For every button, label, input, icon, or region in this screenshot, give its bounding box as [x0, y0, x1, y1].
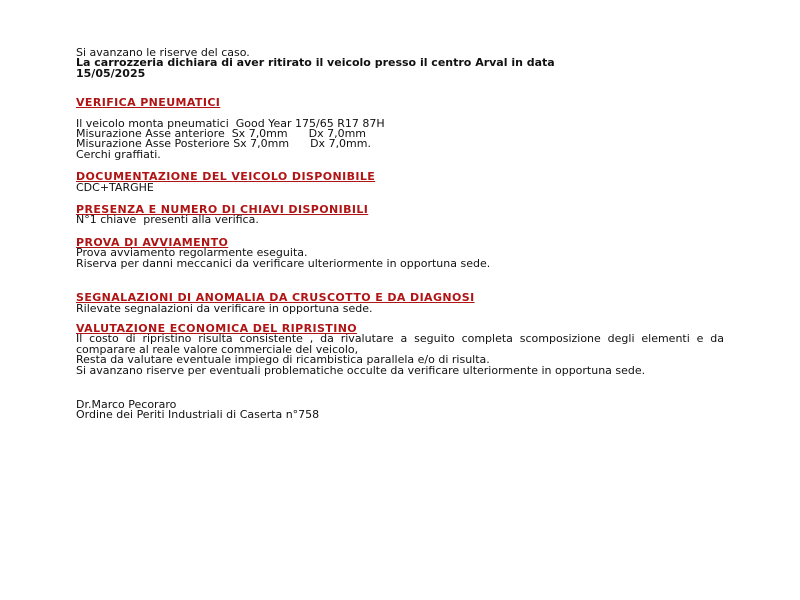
- heading-documentazione: DOCUMENTAZIONE DEL VEICOLO DISPONIBILE: [76, 170, 376, 184]
- parallel-parts-line: Resta da valutare eventuale impiego di ricambistica parallela e/o di risulta.: [76, 353, 490, 367]
- heading-avviamento: PROVA DI AVVIAMENTO: [76, 235, 229, 249]
- signature-order: Ordine dei Periti Industriali di Caserta n°758: [76, 408, 320, 422]
- hidden-issues-paragraph: Si avanzano riserve per eventuali problematiche occulte da verificare ulteriormente in opportuna sede.: [76, 363, 646, 377]
- startup-result: Prova avviamento regolarmente eseguita.: [76, 246, 308, 260]
- report-body: [76, 48, 724, 421]
- heading-chiavi: PRESENZA E NUMERO DI CHIAVI DISPONIBILI: [76, 203, 369, 217]
- mechanical-reserve: Riserva per danni meccanici da verificare ulteriormente in opportuna sede.: [76, 256, 491, 270]
- anomaly-value: Rilevate segnalazioni da verificare in opportuna sede.: [76, 301, 373, 315]
- heading-anomalia: SEGNALAZIONI DI ANOMALIA DA CRUSCOTTO E DA DIAGNOSI: [76, 291, 475, 305]
- tyre-model-line: Il veicolo monta pneumatici Good Year 175/65 R17 87H: [76, 116, 385, 130]
- intro-reserve-line: Si avanzano le riserve del caso.: [76, 46, 250, 59]
- documentation-value: CDC+TARGHE: [76, 180, 154, 194]
- rear-axle-measurement: Misurazione Asse Posteriore Sx 7,0mm Dx 7,0mm.: [76, 137, 371, 151]
- intro-bodyshop-statement: La carrozzeria dichiara di aver ritirato il veicolo presso il centro Arval in data 15/05/2025: [76, 56, 555, 80]
- repair-cost-paragraph: Il costo di ripristino risulta consistente , da rivalutare a seguito completa scomposizione degli elementi e da comparare al reale valore commerciale del veicolo,: [76, 332, 724, 356]
- signature-name: Dr.Marco Pecoraro: [76, 397, 177, 411]
- heading-verifica-pneumatici: VERIFICA PNEUMATICI: [76, 96, 221, 110]
- heading-valutazione: VALUTAZIONE ECONOMICA DEL RIPRISTINO: [76, 321, 358, 335]
- rims-note: Cerchi graffiati.: [76, 147, 161, 161]
- front-axle-measurement: Misurazione Asse anteriore Sx 7,0mm Dx 7,0mm: [76, 127, 366, 141]
- keys-value: N°1 chiave presenti alla verifica.: [76, 213, 259, 227]
